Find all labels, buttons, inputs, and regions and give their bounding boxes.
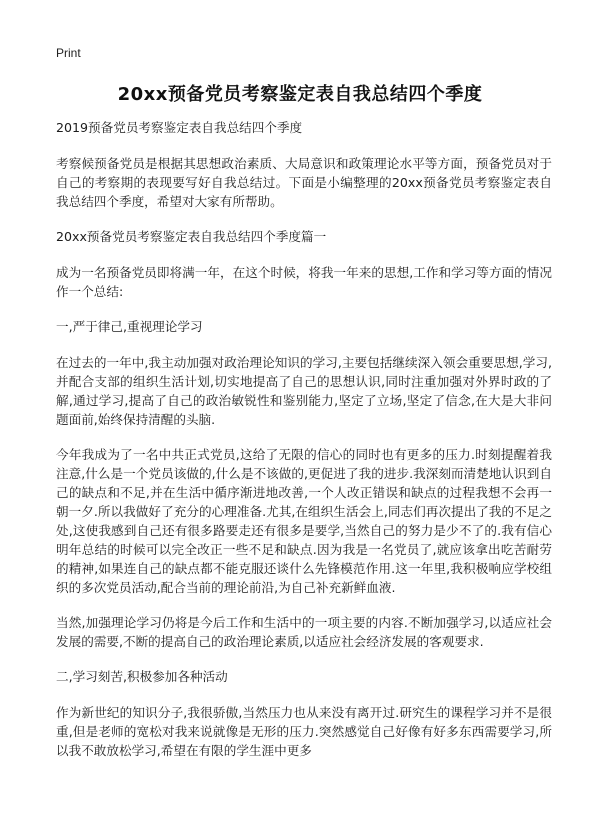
subsection-heading-2: 二,学习刻苦,积极参加各种活动 <box>56 669 228 684</box>
intro-paragraph: 考察候预备党员是根据其思想政治素质、大局意识和政策理论水平等方面，预备党员对于自己的考察期的表现要写好自我总结过。下面是小编整理的20xx预备党员考察鉴定表自我总结四个季度，希望对大家有所帮助。 <box>56 156 552 209</box>
body-paragraph: 当然,加强理论学习仍将是今后工作和生活中的一项主要的内容.不断加强学习,以适应社会发展的需要,不断的提高自己的政治理论素质,以适应社会经济发展的客观要求. <box>56 615 552 649</box>
body-paragraph: 今年我成为了一名中共正式党员,这给了无限的信心的同时也有更多的压力.时刻提醒着我注意,什么是一个党员该做的,什么是不该做的,更促进了我的进步.我深刻而清楚地认识到自己的缺点和不足,并在生活中循序渐进地改善,一个人改正错误和缺点的过程我想不会再一朝一夕.所以我做好了充分的心理准备.尤其,在组织生活会上,同志们再次提出了我的不足之处,这使我感到自己还有很多路要走还有很多是要学,当然自己的努力是少不了的.我有信心明年总结的时候可以完全改正一些不足和缺点.因为我是一名党员了,就应该拿出吃苦耐劳的精神,如果连自己的缺点都不能克服还谈什么先锋模范作用.这一年里,我积极响应学校组织的多次党员活动,配合当前的理论前沿,为自己补充新鲜血液. <box>56 447 552 595</box>
article-heading: 20xx预备党员考察鉴定表自我总结四个季度篇一 <box>56 229 327 244</box>
section-heading: 2019预备党员考察鉴定表自我总结四个季度 <box>56 120 303 135</box>
document-body <box>56 118 552 776</box>
subsection-heading-1: 一,严于律己,重视理论学习 <box>56 319 203 334</box>
body-paragraph: 作为新世纪的知识分子,我很骄傲,当然压力也从来没有离开过.研究生的课程学习并不是很重,但是老师的宽松对我来说就像是无形的压力.突然感觉自己好像有好多东西需要学习,所以我不敢放松学习,希望在有限的学生涯中更多 <box>56 705 552 758</box>
body-paragraph: 在过去的一年中,我主动加强对政治理论知识的学习,主要包括继续深入领会重要思想,学习,并配合支部的组织生活计划,切实地提高了自己的思想认识,同时注重加强对外界时政的了解,通过学习,提高了自己的政治敏锐性和鉴别能力,坚定了立场,坚定了信念,在大是大非问题面前,始终保持清醒的头脑. <box>56 355 552 427</box>
document-title: 20xx预备党员考察鉴定表自我总结四个季度 <box>117 84 483 105</box>
print-link[interactable]: Print <box>56 46 81 60</box>
opening-paragraph: 成为一名预备党员即将满一年，在这个时候，将我一年来的思想,工作和学习等方面的情况作一个总结: <box>56 265 552 299</box>
